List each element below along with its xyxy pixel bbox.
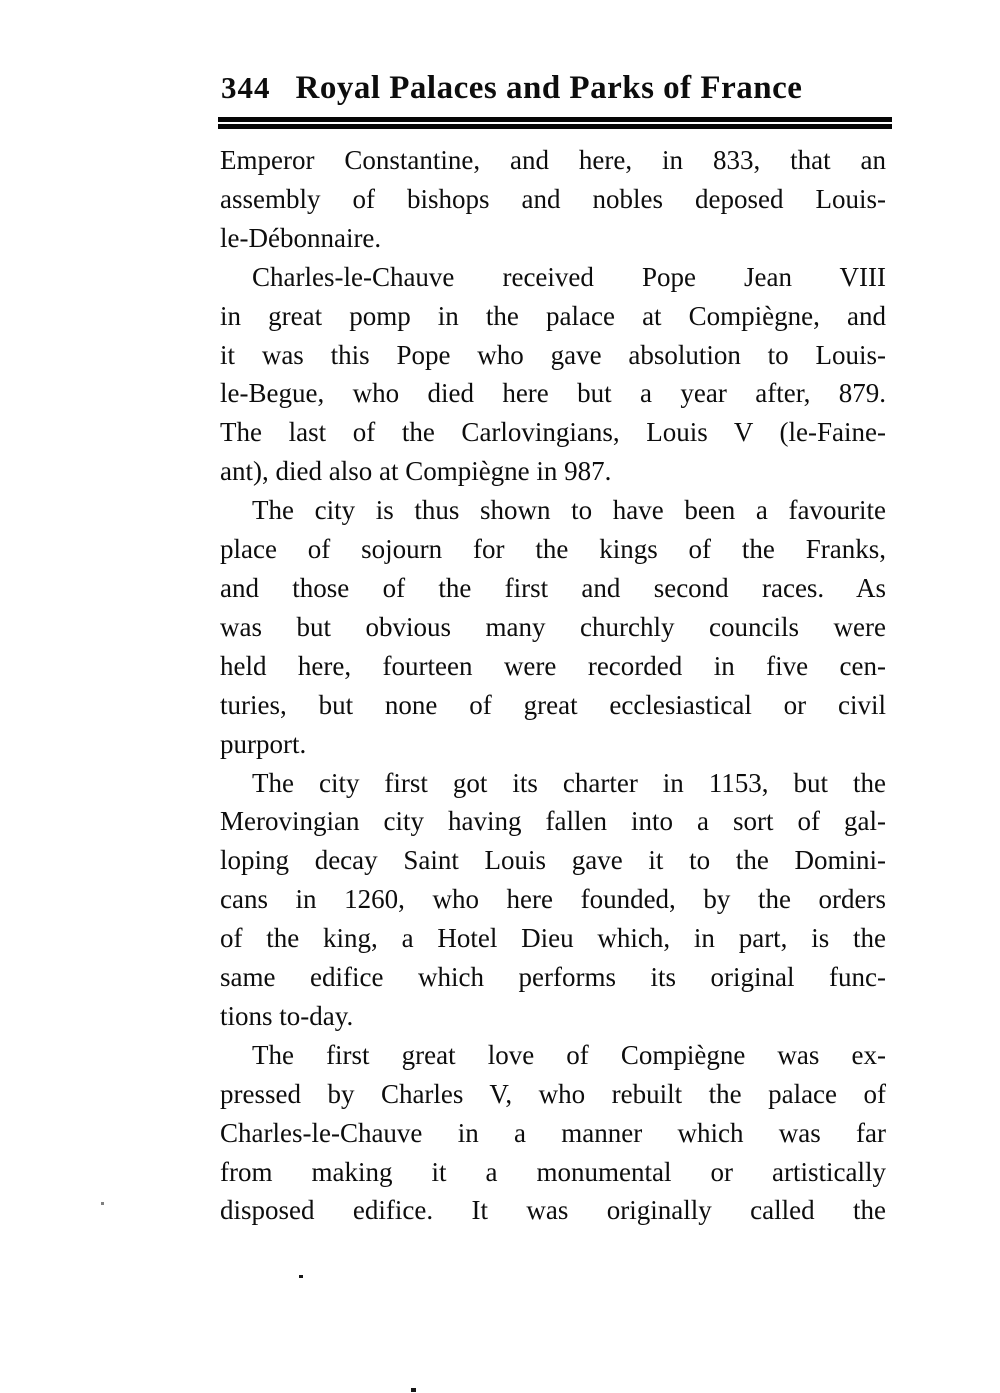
text-line: was but obvious many churchly councils were bbox=[220, 611, 886, 642]
scan-speck bbox=[299, 1275, 303, 1278]
text-line: same edifice which performs its original func- bbox=[220, 962, 886, 993]
text-line: held here, fourteen were recorded in five cen- bbox=[220, 650, 886, 681]
text-line: of the king, a Hotel Dieu which, in part, is the bbox=[220, 923, 886, 954]
text-line: le-Begue, who died here but a year after, 879. bbox=[220, 378, 886, 409]
text-line: it was this Pope who gave absolution to Louis- bbox=[220, 339, 886, 370]
text-line: Emperor Constantine, and here, in 833, that an bbox=[220, 145, 886, 175]
text-line: turies, but none of great ecclesiastical or civil bbox=[220, 689, 886, 720]
running-header bbox=[221, 70, 887, 107]
text-line: pressed by Charles V, who rebuilt the palace of bbox=[220, 1078, 886, 1109]
scan-speck bbox=[101, 1202, 104, 1205]
header-title: Royal Palaces and Parks of France bbox=[295, 70, 803, 106]
text-line: Charles-le-Chauve received Pope Jean VIII bbox=[252, 261, 886, 292]
text-line: tions to-day. bbox=[220, 1000, 354, 1031]
text-line: purport. bbox=[220, 728, 307, 759]
text-line: in great pomp in the palace at Compiègne, and bbox=[220, 300, 886, 331]
text-line: The city is thus shown to have been a favourite bbox=[252, 495, 886, 526]
text-line: cans in 1260, who here founded, by the orders bbox=[220, 884, 886, 915]
text-line: The last of the Carlovingians, Louis V (le-Faine- bbox=[220, 417, 886, 448]
text-line: The first great love of Compiègne was ex- bbox=[252, 1039, 886, 1070]
body-text bbox=[220, 141, 886, 1230]
text-line: disposed edifice. It was originally called the bbox=[220, 1195, 886, 1226]
scan-speck bbox=[411, 1388, 416, 1392]
text-line: assembly of bishops and nobles deposed Louis- bbox=[220, 183, 886, 214]
text-line: le-Débonnaire. bbox=[220, 222, 382, 253]
text-line: loping decay Saint Louis gave it to the Domini- bbox=[220, 845, 886, 876]
text-line: Charles-le-Chauve in a manner which was far bbox=[220, 1117, 886, 1148]
text-line: Merovingian city having fallen into a sort of gal- bbox=[220, 806, 886, 837]
text-line: place of sojourn for the kings of the Franks, bbox=[220, 534, 886, 565]
text-line: and those of the first and second races. As bbox=[220, 572, 886, 603]
text-line: ant), died also at Compiègne in 987. bbox=[220, 456, 612, 487]
text-line: from making it a monumental or artistically bbox=[220, 1156, 886, 1187]
text-line: The city first got its charter in 1153, but the bbox=[252, 767, 886, 798]
page-number: 344 bbox=[221, 70, 271, 105]
header-double-rule bbox=[218, 117, 892, 129]
